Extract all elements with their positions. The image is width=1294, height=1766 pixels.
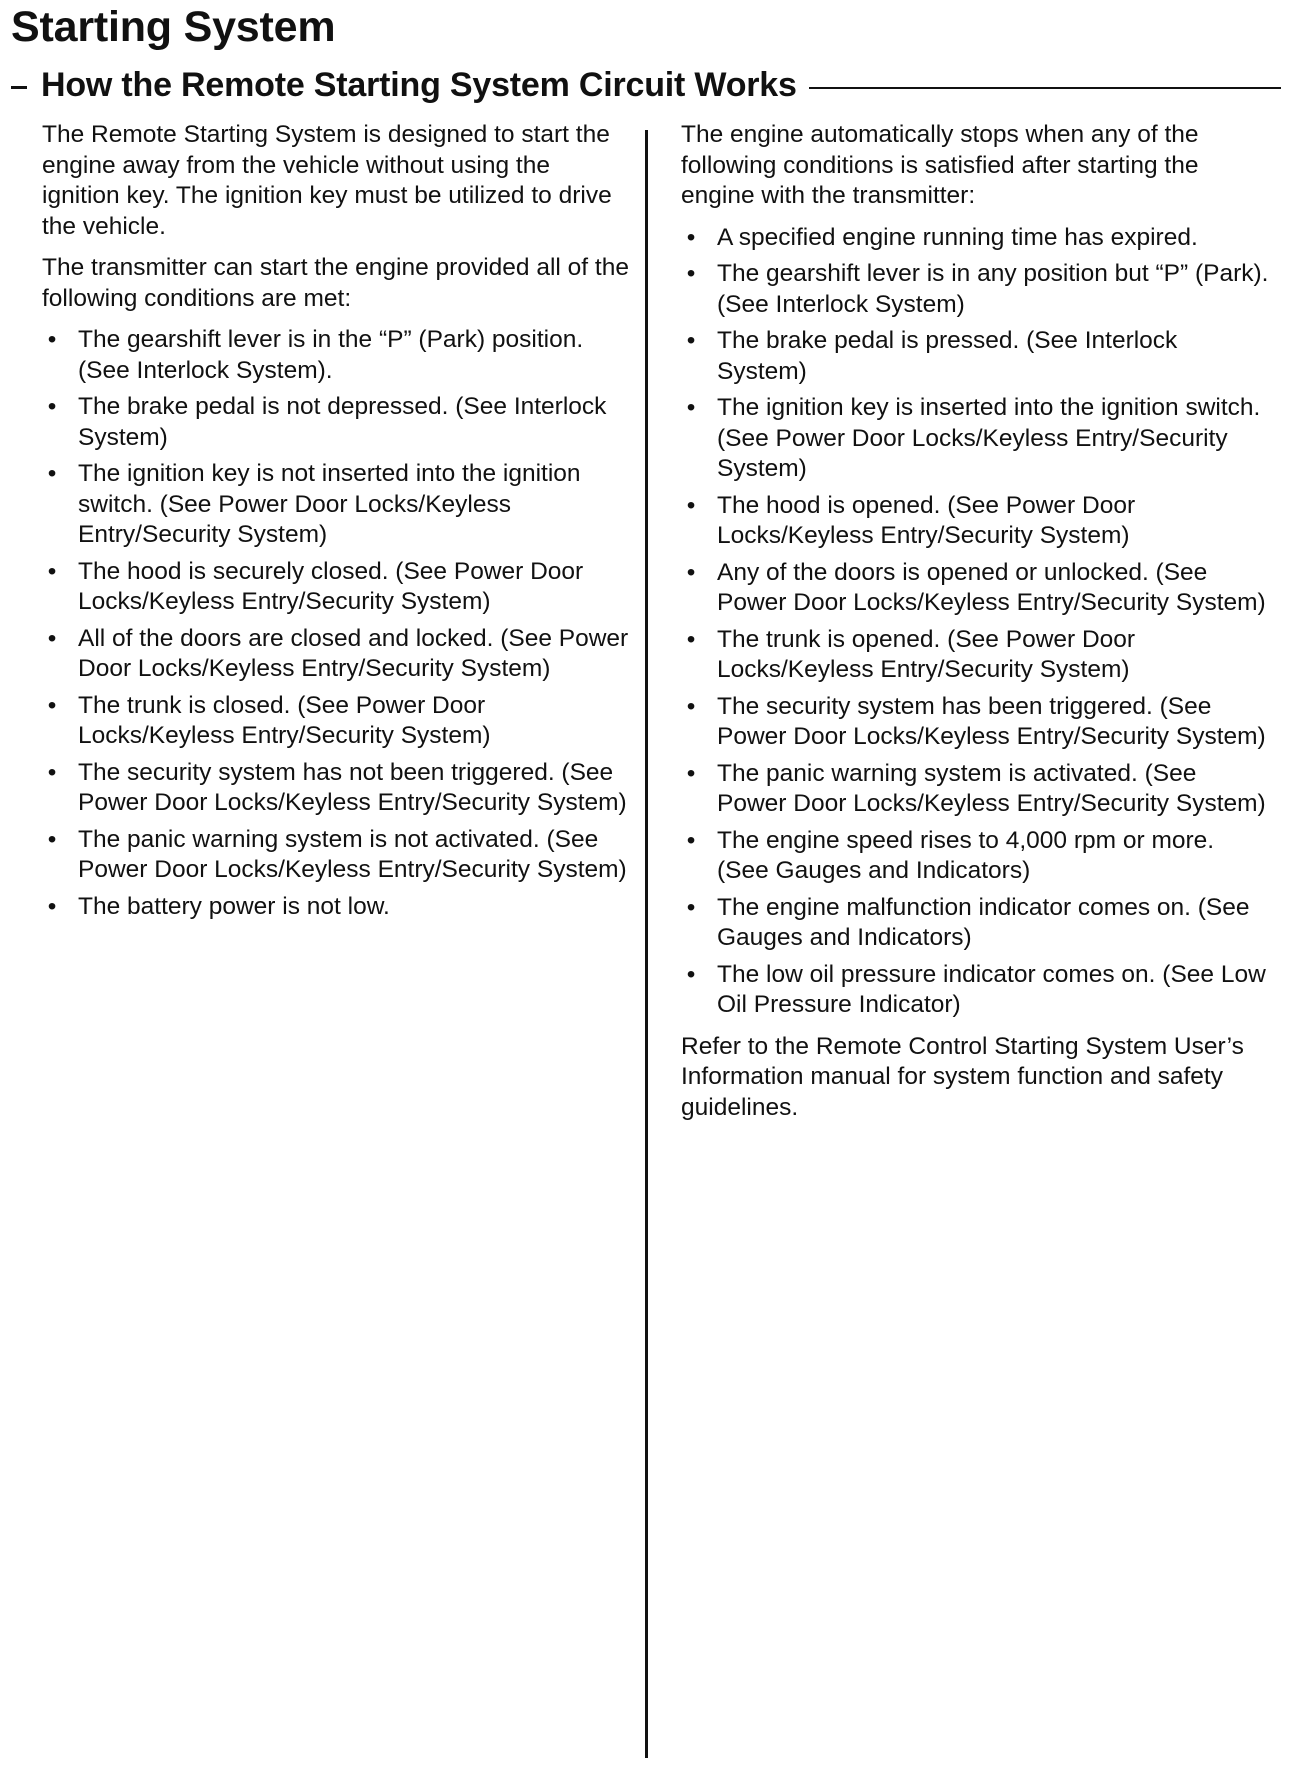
- list-item-text: The low oil pressure indicator comes on. (See Low Oil Pressure Indicator): [717, 960, 1266, 1018]
- list-item: [42, 325, 632, 386]
- closing-paragraph: Refer to the Remote Control Starting System User’s Information manual for system function and safety guidelines.: [681, 1032, 1244, 1121]
- list-item-text: A specified engine running time has expired.: [717, 223, 1198, 251]
- list-item-text: The security system has been triggered. (See Power Door Locks/Keyless Entry/Security System): [717, 692, 1266, 750]
- list-item: [42, 758, 632, 819]
- list-item-text: The brake pedal is pressed. (See Interlock System): [717, 327, 1178, 385]
- section-heading-text: How the Remote Starting System Circuit Works: [41, 65, 797, 104]
- list-item-text: The panic warning system is activated. (See Power Door Locks/Keyless Entry/Security System): [717, 759, 1266, 817]
- bullet-icon: •: [686, 625, 696, 653]
- list-item: [681, 893, 1271, 954]
- list-item-text: The panic warning system is not activated. (See Power Door Locks/Keyless Entry/Security System): [78, 825, 627, 883]
- bullet-icon: •: [47, 393, 57, 420]
- bullet-icon: •: [686, 558, 696, 586]
- list-item-text: Any of the doors is opened or unlocked. (See Power Door Locks/Keyless Entry/Security System): [717, 558, 1266, 616]
- bullet-icon: •: [47, 892, 57, 920]
- list-item-text: The ignition key is not inserted into the ignition switch. (See Power Door Locks/Keyless Entry/Security System): [78, 460, 581, 548]
- bullet-icon: •: [47, 691, 57, 719]
- list-item-text: The trunk is closed. (See Power Door Locks/Keyless Entry/Security System): [78, 691, 491, 749]
- bullet-icon: •: [686, 223, 696, 251]
- list-item-text: The trunk is opened. (See Power Door Locks/Keyless Entry/Security System): [717, 625, 1136, 683]
- list-item-text: The brake pedal is not depressed. (See Interlock System): [78, 393, 607, 451]
- bullet-icon: •: [47, 326, 57, 353]
- list-item-text: The security system has not been triggered. (See Power Door Locks/Keyless Entry/Security System): [78, 758, 627, 816]
- list-item-text: The gearshift lever is in any position but “P” (Park). (See Interlock System): [717, 260, 1269, 318]
- bullet-icon: •: [686, 327, 696, 354]
- list-item: [42, 892, 632, 923]
- bullet-icon: •: [47, 557, 57, 585]
- list-item: [681, 558, 1271, 619]
- right-column: [681, 120, 1271, 1134]
- left-column: [42, 120, 632, 933]
- list-item-text: The hood is opened. (See Power Door Locks/Keyless Entry/Security System): [717, 491, 1136, 549]
- list-item: [681, 960, 1271, 1021]
- stop-conditions-list: [681, 223, 1271, 1021]
- bullet-icon: •: [686, 893, 696, 921]
- section-heading: [11, 62, 1281, 108]
- column-divider: [645, 130, 648, 1758]
- bullet-icon: •: [686, 759, 696, 787]
- list-item: [681, 625, 1271, 686]
- list-item: [681, 393, 1271, 485]
- list-item: [42, 691, 632, 752]
- list-item: [681, 223, 1271, 254]
- list-item-text: The battery power is not low.: [78, 892, 390, 920]
- list-item-text: The hood is securely closed. (See Power Door Locks/Keyless Entry/Security System): [78, 557, 584, 615]
- list-item: [681, 692, 1271, 753]
- list-item-text: All of the doors are closed and locked. (See Power Door Locks/Keyless Entry/Security System): [78, 624, 629, 682]
- list-item: [681, 826, 1271, 887]
- list-item-text: The ignition key is inserted into the ignition switch. (See Power Door Locks/Keyless Entry/Security System): [717, 394, 1261, 482]
- list-item: [42, 459, 632, 551]
- start-conditions-list: [42, 325, 632, 922]
- intro-paragraph: The Remote Starting System is designed to start the engine away from the vehicle without using the ignition key. The ignition key must be utilized to drive the vehicle.: [42, 121, 612, 240]
- list-item: [42, 392, 632, 453]
- bullet-icon: •: [686, 260, 696, 287]
- bullet-icon: •: [686, 960, 696, 988]
- bullet-icon: •: [47, 460, 57, 487]
- conditions-intro-paragraph: The transmitter can start the engine provided all of the following conditions are met:: [42, 254, 629, 312]
- bullet-icon: •: [686, 692, 696, 720]
- bullet-icon: •: [686, 826, 696, 854]
- list-item-text: The gearshift lever is in the “P” (Park) position. (See Interlock System).: [78, 326, 584, 384]
- list-item: [681, 259, 1271, 320]
- bullet-icon: •: [686, 394, 696, 421]
- heading-dash: [11, 86, 27, 89]
- list-item: [42, 624, 632, 685]
- list-item-text: The engine malfunction indicator comes on. (See Gauges and Indicators): [717, 893, 1250, 951]
- stop-intro-paragraph: The engine automatically stops when any of the following conditions is satisfied after starting the engine with the transmitter:: [681, 121, 1199, 209]
- heading-rule: [809, 87, 1281, 89]
- list-item: [42, 557, 632, 618]
- list-item: [681, 326, 1271, 387]
- list-item: [42, 825, 632, 886]
- list-item-text: The engine speed rises to 4,000 rpm or more. (See Gauges and Indicators): [717, 826, 1215, 884]
- bullet-icon: •: [47, 624, 57, 652]
- list-item: [681, 491, 1271, 552]
- bullet-icon: •: [686, 491, 696, 519]
- bullet-icon: •: [47, 825, 57, 853]
- page-title: Starting System: [11, 3, 336, 51]
- bullet-icon: •: [47, 758, 57, 786]
- list-item: [681, 759, 1271, 820]
